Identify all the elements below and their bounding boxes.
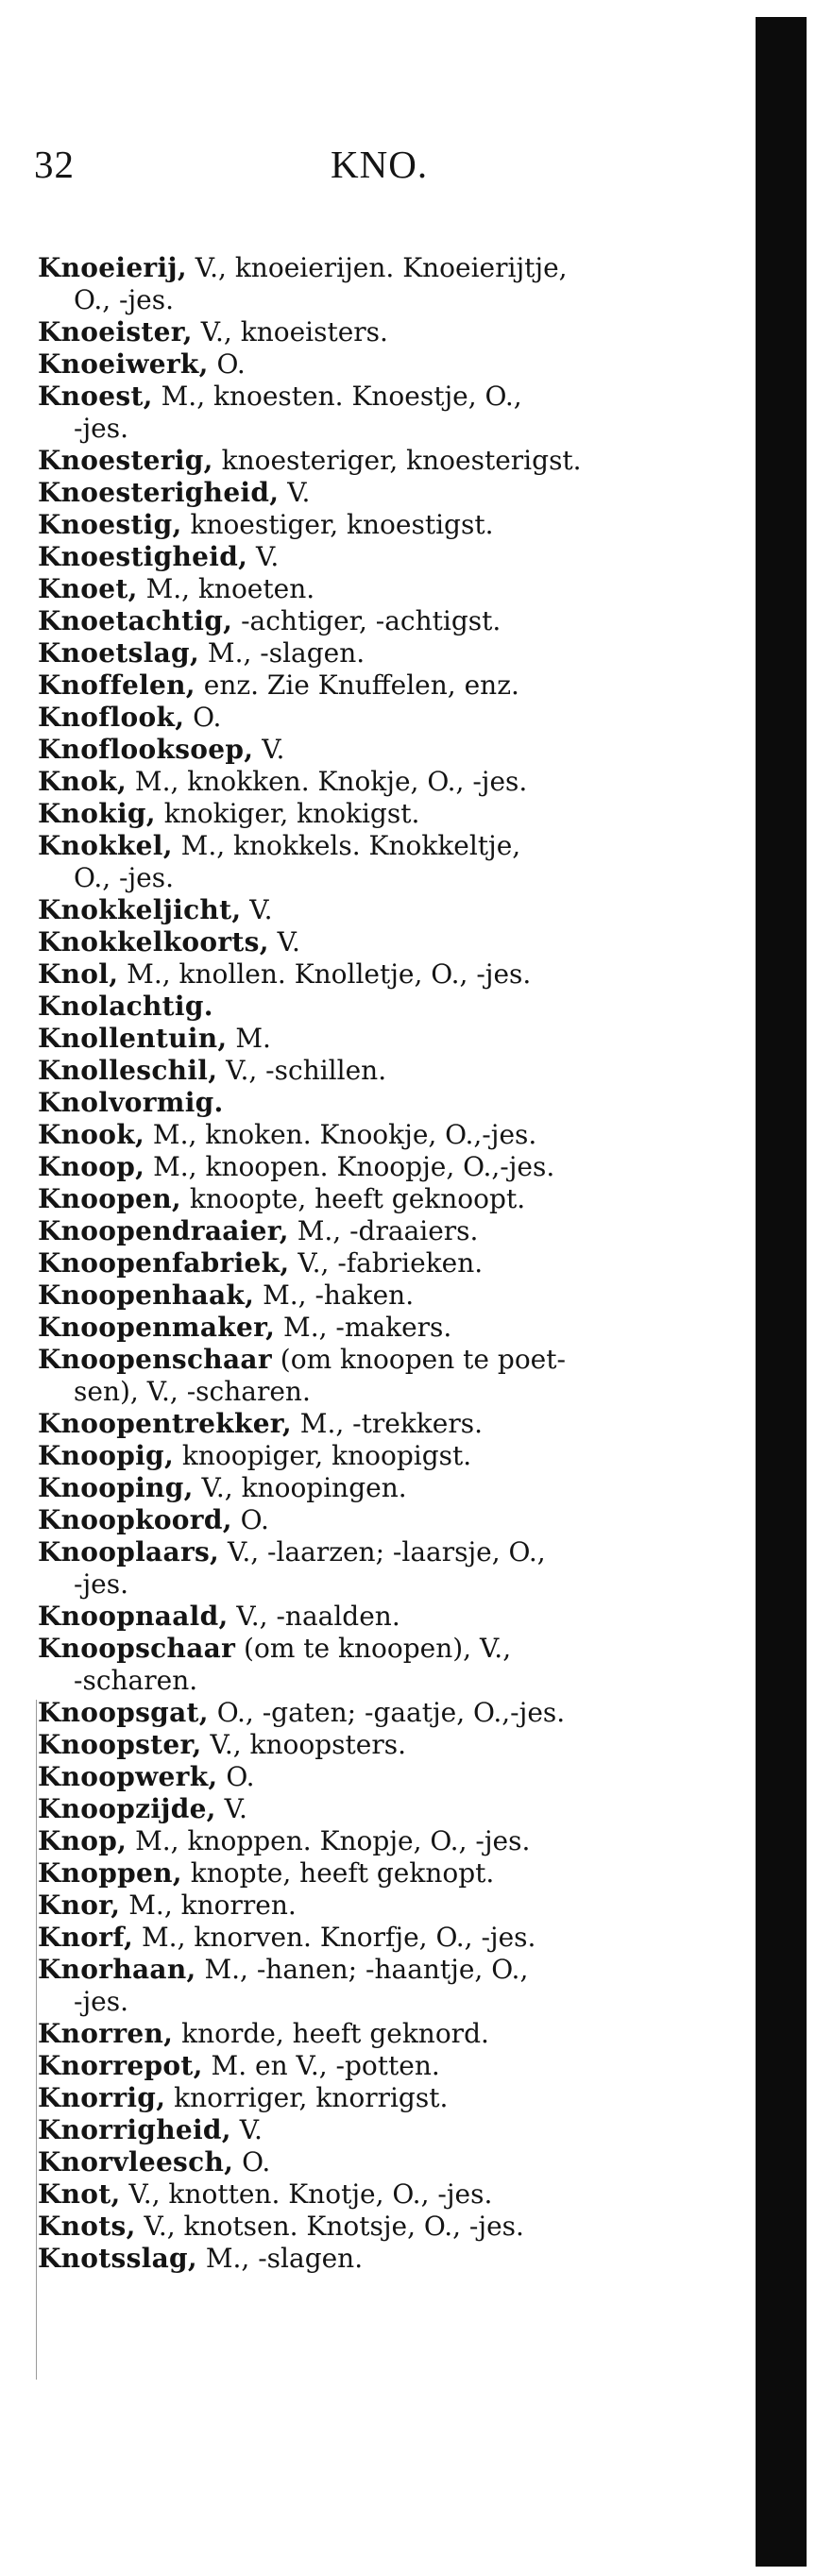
dictionary-entry: [38, 1954, 737, 2018]
dictionary-entry: [38, 541, 737, 573]
dictionary-entry: [38, 926, 737, 958]
entry-definition: V.: [247, 541, 280, 572]
entry-headword: Knoestigheid,: [38, 541, 248, 572]
entry-headword: Knollentuin,: [38, 1023, 228, 1054]
entry-headword: Knoetachtig,: [38, 605, 233, 636]
entry-definition: V., -fabrieken.: [289, 1247, 484, 1279]
dictionary-entry: [38, 1151, 737, 1183]
entry-continuation: -jes.: [74, 1986, 128, 2017]
dictionary-entry: [38, 1344, 737, 1408]
entry-definition: M., knoopen. Knoopje, O.,-jes.: [144, 1151, 555, 1182]
entry-definition: V., knotten. Knotje, O., -jes.: [120, 2178, 493, 2210]
entry-headword: Knoopschaar: [38, 1633, 236, 1664]
entry-definition: M., knorren.: [120, 1890, 297, 1921]
entry-headword: Knoopsgat,: [38, 1697, 209, 1728]
dictionary-entry: [38, 1312, 737, 1344]
entry-definition: V.: [215, 1793, 247, 1824]
margin-line: [36, 1700, 37, 2380]
dictionary-entry: [38, 252, 737, 316]
entry-headword: Knorrigheid,: [38, 2114, 231, 2145]
entry-definition: V., -laarzen; -laarsje, O.,: [219, 1536, 546, 1568]
entry-continuation: O., -jes.: [74, 284, 174, 315]
entry-definition: V., knoeierijen. Knoeierijtje,: [186, 252, 568, 283]
entry-continuation: sen), V., -scharen.: [74, 1376, 311, 1407]
entry-definition: M., -hanen; -haantje, O.,: [196, 1954, 529, 1985]
entry-definition: knoopiger, knoopigst.: [174, 1440, 472, 1471]
entry-continuation: O., -jes.: [74, 862, 174, 893]
entry-definition: M., knokkels. Knokkeltje,: [172, 830, 521, 861]
running-head: KNO.: [331, 143, 429, 186]
entry-definition: O.: [208, 348, 246, 380]
entry-definition: M., knorven. Knorfje, O., -jes.: [133, 1922, 536, 1953]
entry-headword: Knoeiwerk,: [38, 348, 209, 380]
entry-headword: Knoopster,: [38, 1729, 202, 1760]
entry-definition: V., knoeisters.: [192, 316, 388, 347]
page-edge-shadow: [756, 17, 807, 2567]
entry-headword: Knots,: [38, 2211, 136, 2242]
entry-headword: Knot,: [38, 2178, 121, 2210]
entry-continuation: -scharen.: [74, 1665, 198, 1696]
entry-definition: M., -slagen.: [196, 2243, 364, 2274]
dictionary-entry: [38, 1601, 737, 1633]
entry-headword: Knoopwerk,: [38, 1761, 218, 1792]
entry-headword: Knorrepot,: [38, 2050, 203, 2081]
dictionary-entry: [38, 381, 737, 445]
entry-definition: knokiger, knokigst.: [155, 798, 420, 829]
dictionary-entry: [38, 1793, 737, 1825]
entry-headword: Knoppen,: [38, 1857, 182, 1889]
entry-definition: knorde, heeft geknord.: [173, 2018, 489, 2049]
dictionary-entries: [38, 252, 737, 2275]
entry-definition: M., -makers.: [275, 1312, 452, 1343]
entry-definition: M., knokken. Knokje, O., -jes.: [127, 766, 528, 797]
entry-headword: Knooplaars,: [38, 1536, 220, 1568]
entry-definition: M., knoeten.: [137, 573, 315, 604]
dictionary-entry: [38, 1504, 737, 1536]
entry-definition: O.: [184, 702, 222, 733]
dictionary-entry: [38, 1761, 737, 1793]
entry-headword: Knotsslag,: [38, 2243, 197, 2274]
entry-definition: M., -haken.: [254, 1280, 415, 1311]
entry-definition: M. en V., -potten.: [202, 2050, 440, 2081]
dictionary-entry: [38, 316, 737, 348]
entry-definition: M., knoken. Knookje, O.,-jes.: [144, 1119, 537, 1150]
entry-headword: Knoffelen,: [38, 669, 196, 701]
dictionary-entry: [38, 1055, 737, 1087]
dictionary-entry: [38, 669, 737, 702]
dictionary-entry: [38, 2082, 737, 2114]
entry-definition: M., -trekkers.: [291, 1408, 483, 1439]
entry-headword: Knook,: [38, 1119, 144, 1150]
entry-headword: Knoopen,: [38, 1183, 181, 1214]
entry-definition: O.: [217, 1761, 255, 1792]
dictionary-entry: [38, 958, 737, 991]
entry-definition: (om te knoopen), V.,: [235, 1633, 512, 1664]
entry-headword: Knok,: [38, 766, 128, 797]
entry-headword: Knoopig,: [38, 1440, 174, 1471]
entry-definition: M., knollen. Knolletje, O., -jes.: [118, 958, 532, 990]
entry-headword: Knoop,: [38, 1151, 145, 1182]
entry-headword: Knoest,: [38, 381, 153, 412]
entry-headword: Knor,: [38, 1890, 121, 1921]
entry-continuation: -jes.: [74, 413, 128, 444]
entry-definition: knoopte, heeft geknoopt.: [180, 1183, 526, 1214]
dictionary-entry: [38, 1408, 737, 1440]
entry-definition: O., -gaten; -gaatje, O.,-jes.: [208, 1697, 566, 1728]
entry-definition: V., -naalden.: [228, 1601, 400, 1632]
dictionary-entry: [38, 348, 737, 381]
entry-definition: O.: [231, 1504, 269, 1535]
entry-definition: O.: [233, 2146, 271, 2178]
entry-headword: Knoet,: [38, 573, 138, 604]
entry-headword: Knoopenfabriek,: [38, 1247, 290, 1279]
entry-headword: Knorrig,: [38, 2082, 166, 2113]
entry-definition: V.: [253, 734, 285, 765]
entry-definition: M., knoesten. Knoestje, O.,: [152, 381, 522, 412]
page-header: [0, 142, 833, 198]
dictionary-entry: [38, 734, 737, 766]
entry-headword: Knoeister,: [38, 316, 193, 347]
dictionary-entry: [38, 2178, 737, 2211]
entry-headword: Knorf,: [38, 1922, 134, 1953]
entry-headword: Knoopenmaker,: [38, 1312, 276, 1343]
entry-headword: Knolvormig.: [38, 1087, 224, 1118]
page-number: 32: [34, 143, 75, 186]
dictionary-entry: [38, 2146, 737, 2178]
entry-definition: V.: [230, 2114, 263, 2145]
entry-headword: Knokkel,: [38, 830, 173, 861]
dictionary-entry: [38, 702, 737, 734]
entry-headword: Knorvleesch,: [38, 2146, 234, 2178]
dictionary-entry: [38, 2114, 737, 2146]
dictionary-entry: [38, 573, 737, 605]
dictionary-entry: [38, 1472, 737, 1504]
entry-headword: Knoopzijde,: [38, 1793, 216, 1824]
entry-headword: Knoesterigheid,: [38, 477, 280, 508]
dictionary-entry: [38, 1697, 737, 1729]
entry-definition: V., knoopsters.: [201, 1729, 407, 1760]
entry-definition: M.: [227, 1023, 271, 1054]
dictionary-entry: [38, 605, 737, 637]
entry-definition: V.: [279, 477, 311, 508]
dictionary-entry: [38, 1087, 737, 1119]
dictionary-entry: [38, 1922, 737, 1954]
dictionary-entry: [38, 894, 737, 926]
entry-headword: Knoeierij,: [38, 252, 187, 283]
entry-headword: Knoestig,: [38, 509, 182, 540]
entry-headword: Knop,: [38, 1825, 128, 1856]
entry-headword: Knoetslag,: [38, 637, 199, 669]
dictionary-entry: [38, 1857, 737, 1890]
dictionary-entry: [38, 2211, 737, 2243]
entry-headword: Knoopenhaak,: [38, 1280, 255, 1311]
dictionary-entry: [38, 2243, 737, 2275]
dictionary-entry: [38, 1440, 737, 1472]
entry-definition: M., knoppen. Knopje, O., -jes.: [127, 1825, 531, 1856]
dictionary-entry: [38, 1215, 737, 1247]
dictionary-entry: [38, 1890, 737, 1922]
entry-definition: V., knotsen. Knotsje, O., -jes.: [135, 2211, 524, 2242]
dictionary-entry: [38, 1247, 737, 1280]
entry-headword: Knoesterig,: [38, 445, 213, 476]
entry-headword: Knokig,: [38, 798, 156, 829]
entry-headword: Knoopentrekker,: [38, 1408, 292, 1439]
entry-definition: knoesteriger, knoesterigst.: [212, 445, 582, 476]
entry-headword: Knoopenschaar: [38, 1344, 272, 1375]
entry-definition: V., knoopingen.: [193, 1472, 407, 1503]
entry-headword: Knoopendraaier,: [38, 1215, 289, 1246]
dictionary-entry: [38, 1825, 737, 1857]
entry-headword: Knolleschil,: [38, 1055, 218, 1086]
dictionary-entry: [38, 445, 737, 477]
entry-headword: Knol,: [38, 958, 119, 990]
entry-headword: Knolachtig.: [38, 991, 213, 1022]
dictionary-entry: [38, 477, 737, 509]
dictionary-entry: [38, 1633, 737, 1697]
entry-headword: Knoflook,: [38, 702, 185, 733]
dictionary-entry: [38, 1023, 737, 1055]
entry-headword: Knooping,: [38, 1472, 194, 1503]
dictionary-entry: [38, 1183, 737, 1215]
dictionary-entry: [38, 1729, 737, 1761]
entry-continuation: -jes.: [74, 1568, 128, 1600]
dictionary-entry: [38, 637, 737, 669]
entry-definition: M., -slagen.: [199, 637, 366, 669]
entry-headword: Knoopnaald,: [38, 1601, 229, 1632]
entry-definition: knoestiger, knoestigst.: [181, 509, 494, 540]
dictionary-entry: [38, 2050, 737, 2082]
entry-headword: Knorren,: [38, 2018, 174, 2049]
entry-headword: Knokkeljicht,: [38, 894, 242, 925]
entry-definition: knorriger, knorrigst.: [165, 2082, 449, 2113]
entry-headword: Knoopkoord,: [38, 1504, 232, 1535]
entry-headword: Knorhaan,: [38, 1954, 196, 1985]
entry-definition: V.: [268, 926, 300, 958]
dictionary-entry: [38, 509, 737, 541]
entry-definition: enz. Zie Knuffelen, enz.: [195, 669, 519, 701]
entry-definition: -achtiger, -achtigst.: [232, 605, 502, 636]
dictionary-entry: [38, 991, 737, 1023]
entry-definition: V.: [241, 894, 273, 925]
dictionary-entry: [38, 766, 737, 798]
dictionary-entry: [38, 1119, 737, 1151]
entry-definition: (om knoopen te poet-: [271, 1344, 566, 1375]
entry-definition: knopte, heeft geknopt.: [181, 1857, 495, 1889]
entry-headword: Knokkelkoorts,: [38, 926, 269, 958]
dictionary-entry: [38, 830, 737, 894]
dictionary-entry: [38, 2018, 737, 2050]
entry-definition: M., -draaiers.: [288, 1215, 479, 1246]
entry-definition: V., -schillen.: [217, 1055, 387, 1086]
dictionary-entry: [38, 798, 737, 830]
entry-headword: Knoflooksoep,: [38, 734, 254, 765]
dictionary-entry: [38, 1536, 737, 1601]
dictionary-entry: [38, 1280, 737, 1312]
